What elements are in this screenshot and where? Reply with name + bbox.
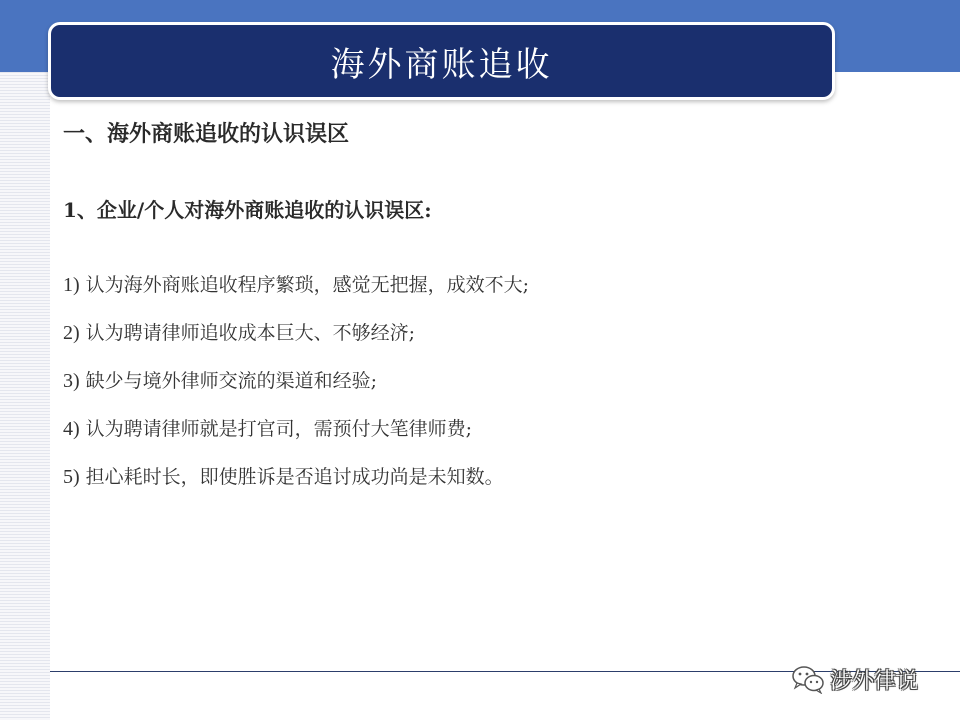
wechat-icon bbox=[790, 664, 826, 694]
title-bar bbox=[48, 22, 835, 100]
list-item bbox=[63, 460, 529, 508]
sub-heading: 1、企业/个人对海外商账追收的认识误区: bbox=[63, 198, 432, 222]
list-item bbox=[63, 412, 529, 460]
item-number: 3) bbox=[63, 370, 80, 392]
list-item bbox=[63, 316, 529, 364]
left-decorative-strip bbox=[0, 72, 50, 720]
item-text: 认为海外商账追收程序繁琐，感觉无把握，成效不大; bbox=[85, 274, 530, 296]
list-item bbox=[63, 364, 529, 412]
item-number: 4) bbox=[63, 418, 80, 440]
item-text: 缺少与境外律师交流的渠道和经验; bbox=[85, 370, 378, 392]
slide-title: 海外商账追收 bbox=[330, 44, 553, 85]
misconception-list bbox=[63, 268, 529, 508]
list-item bbox=[63, 268, 529, 316]
watermark bbox=[790, 662, 935, 696]
section-heading: 一、海外商账追收的认识误区 bbox=[63, 121, 350, 147]
item-text: 认为聘请律师就是打官司，需预付大笔律师费; bbox=[85, 418, 473, 440]
item-text: 担心耗时长，即使胜诉是否追讨成功尚是未知数。 bbox=[85, 466, 504, 488]
item-number: 1) bbox=[63, 274, 80, 296]
item-text: 认为聘请律师追收成本巨大、不够经济; bbox=[85, 322, 416, 344]
item-number: 5) bbox=[63, 466, 80, 488]
item-number: 2) bbox=[63, 322, 80, 344]
watermark-text: 涉外律说 bbox=[830, 668, 919, 694]
